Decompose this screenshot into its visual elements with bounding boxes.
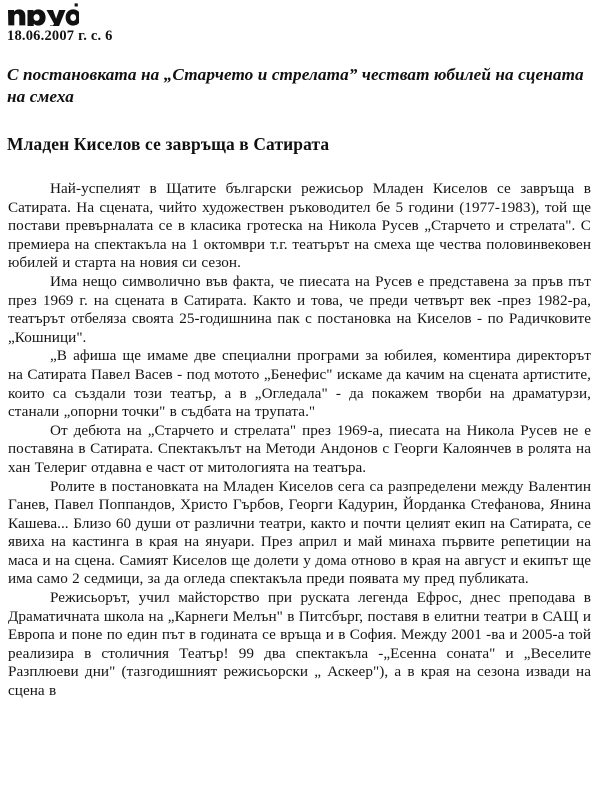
- article-paragraph: „В афиша ще имаме две специални програми за юбилея, коментира директорът на Сатирата Павел Васев - под мотото „Бенефис" искаме да качим на сцената артистите, които са създали този театър, а в „Огледала" - да покажем творби на драматурзи, станали „опорни точки" в съдбата на трупата.": [8, 347, 591, 421]
- article-kicker: С постановката на „Старчето и стрелата” честват юбилей на сцената на смеха: [7, 65, 584, 106]
- trud-newspaper-logo: [7, 2, 593, 26]
- article-body: [8, 180, 591, 800]
- page-title: Младен Киселов се завръща в Сатирата: [7, 133, 330, 154]
- masthead: [7, 2, 593, 45]
- article-paragraph: Най-успелият в Щатите български режисьор Младен Киселов се завръща в Сатирата. На сцената, чийто художествен ръководител бе 5 години (1977-1983), той ще постави превърналата се в класика гротеска на Никола Русев „Старчето и стрелата". С премиера на спектакъла на 1 октомври т.г. театърът на смеха ще чества половинвековен юбилей и старта на новия си сезон.: [8, 180, 591, 272]
- article-paragraph: Има нещо символично във факта, че пиесата на Русев е представена за пръв път през 1969 г. на сцената в Сатирата. Както и това, че преди четвърт век -през 1982-ра, театърът отбеляза своята 25-годишнина пак с постановка на Киселов - по Радичковите „Кошници".: [8, 272, 591, 346]
- article-paragraph: От дебюта на „Старчето и стрелата" през 1969-а, пиесата на Никола Русев не е поставяна в Сатирата. Спектакълът на Методи Андонов с Георги Калоянчев в ролята на хан Телериг отдавна е част от митологията на театъра.: [8, 421, 591, 476]
- article-paragraph: Ролите в постановката на Младен Киселов сега са разпределени между Валентин Ганев, Павел Поппандов, Христо Гърбов, Георги Кадурин, Йорданка Стефанова, Янина Кашева... Близо 60 души от различни театри, както и почти целият екип на Сатирата, се явиха на кастинга в края на януари. През април и май минаха първите репетиции на маса и на сцена. Самият Киселов ще долети у дома отново в края на август и екипът ще има само 2 седмици, за да огледа спектакъла преди появата му пред публиката.: [8, 477, 591, 588]
- article-paragraph: Режисьорът, учил майсторство при руската легенда Ефрос, днес преподава в Драматичната школа на „Карнеги Мелън" в Питсбърг, поставя в елитни театри в САЩ и Европа и поне по един път в годината се връща и в София. Между 2001 -ва и 2005-а той реализира в столичния Театър! 99 два спектакъла -„Есенна соната" и „Веселите Разплюеви дни" (тазгодишният режисьорски „ Аскеер"), а в края на сезона извади на сцена в: [8, 589, 591, 700]
- dateline: 18.06.2007 г. с. 6: [7, 28, 113, 44]
